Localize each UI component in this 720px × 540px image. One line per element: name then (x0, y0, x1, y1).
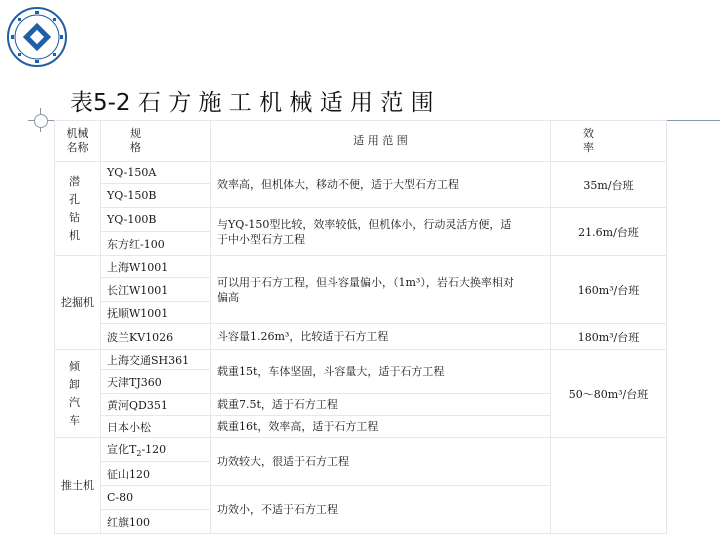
efficiency-cell (551, 438, 667, 534)
efficiency-cell: 35m/台班 (551, 162, 667, 208)
group-name: 倾 卸 汽 车 (55, 350, 101, 438)
header-name: 机械名称 (55, 121, 101, 162)
table-row (55, 162, 667, 184)
spec-cell: YQ-150B (101, 184, 211, 208)
spec-cell: YQ-150A (101, 162, 211, 184)
header-spec: 规 格 (101, 121, 211, 162)
efficiency-cell: 180m³/台班 (551, 324, 667, 350)
table-row (55, 208, 667, 232)
spec-cell: 东方红-100 (101, 232, 211, 256)
efficiency-cell: 21.6m/台班 (551, 208, 667, 256)
use-cell: 效率高，但机体大，移动不便，适于大型石方工程 (211, 162, 551, 208)
group-name: 潜 孔 钻 机 (55, 162, 101, 256)
spec-cell: YQ-100B (101, 208, 211, 232)
university-logo (6, 6, 68, 68)
table-row (55, 256, 667, 278)
header-use: 适 用 范 围 (211, 121, 551, 162)
table-row (55, 324, 667, 350)
spec-cell: C-80 (101, 486, 211, 510)
spec-cell: 红旗100 (101, 510, 211, 534)
use-cell: 载重16t，效率高，适于石方工程 (211, 416, 551, 438)
spec-cell: 上海W1001 (101, 256, 211, 278)
table-header-row (55, 121, 667, 162)
header-efficiency: 效 率 (551, 121, 667, 162)
title-decoration-circle (34, 114, 48, 128)
group-name: 推土机 (55, 438, 101, 534)
table-row (55, 350, 667, 370)
use-cell: 载重7.5t，适于石方工程 (211, 394, 551, 416)
page-title: 表5-2 石 方 施 工 机 械 适 用 范 围 (70, 90, 434, 116)
spec-cell: 日本小松 (101, 416, 211, 438)
use-cell: 与YQ-150型比较，效率较低，但机体小，行动灵活方便，适于中小型石方工程 (211, 208, 551, 256)
spec-cell: 宣化$T_2-120$ (101, 438, 211, 462)
table-row (55, 438, 667, 462)
spec-cell: 征山120 (101, 462, 211, 486)
use-cell: 可以用于石方工程，但斗容量偏小，（1m³），岩石大换率相对偏高 (211, 256, 551, 324)
use-cell: 斗容量1.26m³，比较适于石方工程 (211, 324, 551, 350)
spec-cell: 长江W1001 (101, 278, 211, 302)
spec-cell: 上海交通SH361 (101, 350, 211, 370)
group-name: 挖掘机 (55, 256, 101, 350)
spec-cell: 天津TJ360 (101, 370, 211, 394)
efficiency-cell: 50～80m³/台班 (551, 350, 667, 438)
use-cell: 功效小，不适于石方工程 (211, 486, 551, 534)
use-cell: 功效较大，很适于石方工程 (211, 438, 551, 486)
machinery-table (54, 120, 667, 534)
use-cell: 载重15t，车体坚固，斗容量大，适于石方工程 (211, 350, 551, 394)
efficiency-cell: 160m³/台班 (551, 256, 667, 324)
spec-cell: 波兰KV1026 (101, 324, 211, 350)
spec-cell: 抚顺W1001 (101, 302, 211, 324)
spec-cell: 黄河QD351 (101, 394, 211, 416)
